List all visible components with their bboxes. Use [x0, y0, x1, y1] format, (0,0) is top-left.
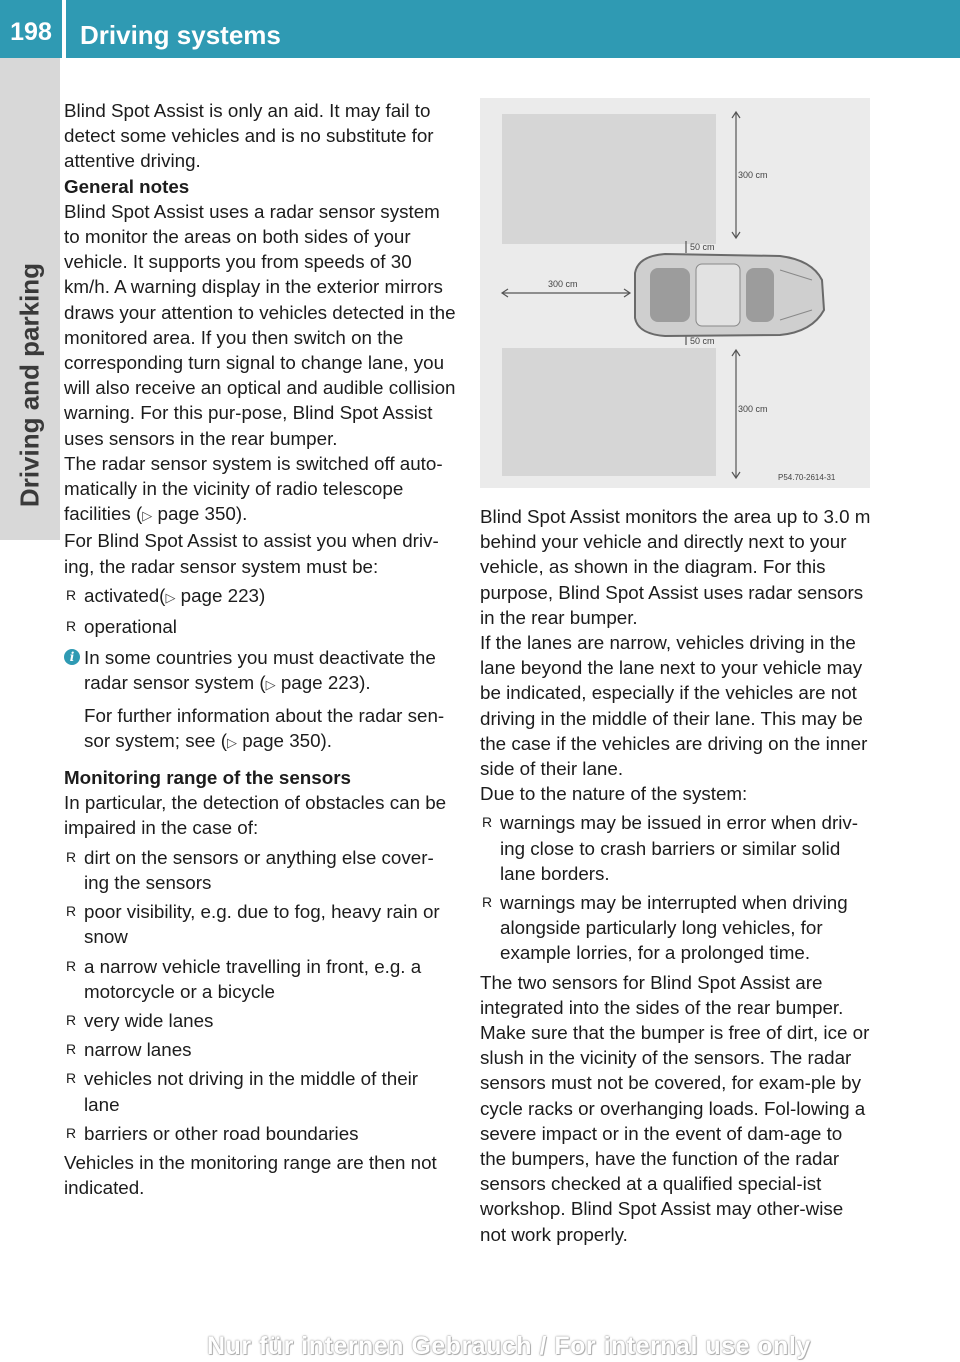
bullet-icon: R [482, 814, 493, 831]
bullet-icon: R [66, 1041, 77, 1058]
monitoring-intro: In particular, the detection of obstacles can be impaired in the case of: [64, 792, 447, 839]
dimension-label: 300 cm [548, 279, 578, 289]
side-tab [0, 0, 60, 540]
narrow-lanes-text: If the lanes are narrow, vehicles driving in the lane beyond the lane next to your vehicle may be indicated, especially if the vehicles are not driving in the middle of their lane. This may be the case if the vehicles are driving on the inner side of their lane. [480, 632, 868, 780]
page-ref-link[interactable]: page 223) [180, 584, 266, 606]
list-item: R a narrow vehicle travelling in front, e.g. a motorcycle or a bicycle [66, 955, 422, 1002]
header-divider [62, 0, 66, 58]
right-column [480, 504, 872, 1247]
info-line-2: For further information about the radar sen-sor system; see (▷ page 350). [84, 704, 445, 751]
monitoring-range-diagram [480, 98, 870, 488]
footer-watermark: Nur für internen Gebrauch / For internal use only [207, 1332, 811, 1360]
page-ref-link[interactable]: page 350). [242, 729, 333, 751]
radar-off-text: The radar sensor system is switched off auto-matically in the vicinity of radio telescope facilities (▷ page 350). [64, 452, 443, 525]
car-top-view [635, 254, 824, 336]
dimension-label: 300 cm [738, 404, 768, 414]
bullet-icon: R [66, 957, 77, 974]
figure-code: P54.70-2614-31 [778, 473, 836, 482]
info-note [64, 645, 458, 755]
list-item: R narrow lanes [64, 1037, 458, 1062]
sensors-text: The two sensors for Blind Spot Assist are integrated into the sides of the rear bumper. Make sure that the bumper is free of dirt, ice or slush in the vicinity of the sensors. The radar sensors must not be covered, for exam-ple by cycle racks or overhanging loads. Fol-lowing a severe impact or in the event of dam-age to the bumpers, have the function of the radar sensors checked at a qualified special-ist workshop. Blind Spot Assist may other-wise not work properly. [480, 971, 870, 1245]
page-ref-arrow-icon: ▷ [265, 677, 276, 693]
nature-intro: Due to the nature of the system: [480, 783, 748, 805]
list-item: R vehicles not driving in the middle of their lane [66, 1068, 419, 1115]
monitoring-outro: Vehicles in the monitoring range are then not indicated. [64, 1151, 437, 1199]
info-line-1: In some countries you must deactivate the radar sensor system (▷ page 223). [84, 647, 436, 694]
list-item: R warnings may be issued in error when driv-ing close to crash barriers or similar solid lane borders. [482, 812, 859, 884]
dimension-label: 50 cm [690, 242, 715, 252]
bullet-icon: R [66, 1011, 77, 1028]
left-column [64, 98, 458, 1200]
bullet-icon: R [66, 1124, 77, 1141]
bullet-icon: R [66, 618, 77, 635]
side-tab-label: Driving and parking [14, 262, 45, 508]
page-number: 198 [10, 18, 52, 46]
general-notes-body: Blind Spot Assist uses a radar sensor system to monitor the areas on both sides of your vehicle. It supports you from speeds of 30 km/h. A warning display in the exterior mirrors draws your attention to vehicles detected in the monitored area. If you then switch on the corresponding turn signal to change lane, you will also receive an optical and audible collision warning. For this pur-pose, Blind Spot Assist uses sensors in the rear bumper. [64, 200, 456, 449]
page-ref-arrow-icon: ▷ [165, 589, 176, 605]
page-ref-link[interactable]: page 223). [280, 672, 371, 694]
monitoring-range-figure [480, 98, 870, 488]
list-item: R poor visibility, e.g. due to fog, heavy rain or snow [66, 901, 440, 948]
list-item: R dirt on the sensors or anything else cover-ing the sensors [66, 846, 434, 893]
bullet-icon: R [66, 1070, 77, 1087]
general-notes-heading: General notes [64, 175, 190, 197]
dimension-label: 50 cm [690, 336, 715, 346]
must-be-text: For Blind Spot Assist to assist you when driv-ing, the radar sensor system must be: [64, 530, 439, 577]
figure-caption: Blind Spot Assist monitors the area up to 3.0 m behind your vehicle and directly next to your vehicle, as shown in the diagram. For this purpose, Blind Spot Assist uses radar sensors in the rear bumper. [480, 506, 871, 628]
list-item: R very wide lanes [64, 1008, 458, 1033]
bullet-icon: R [66, 586, 77, 603]
info-icon: i [64, 649, 80, 665]
zone-top [502, 114, 716, 244]
bullet-icon: R [66, 848, 77, 865]
list-item: R warnings may be interrupted when driving alongside particularly long vehicles, for example lorries, for a prolonged time. [482, 892, 848, 964]
bullet-icon: R [66, 903, 77, 920]
list-item: R activated(▷ page 223) [64, 583, 458, 610]
list-item: R barriers or other road boundaries [64, 1121, 458, 1146]
dimension-label: 300 cm [738, 170, 768, 180]
page-ref-arrow-icon: ▷ [142, 508, 153, 524]
section-title: Driving systems [80, 20, 281, 50]
list-item: R operational [64, 614, 458, 639]
zone-bottom [502, 348, 716, 476]
page-ref-link[interactable]: page 350). [157, 503, 248, 525]
intro-text: Blind Spot Assist is only an aid. It may fail to detect some vehicles and is no substitute for attentive driving. [64, 100, 434, 172]
monitoring-heading: Monitoring range of the sensors [64, 767, 351, 789]
bullet-icon: R [482, 894, 493, 911]
page-ref-arrow-icon: ▷ [226, 734, 237, 750]
header-bar [0, 0, 960, 58]
